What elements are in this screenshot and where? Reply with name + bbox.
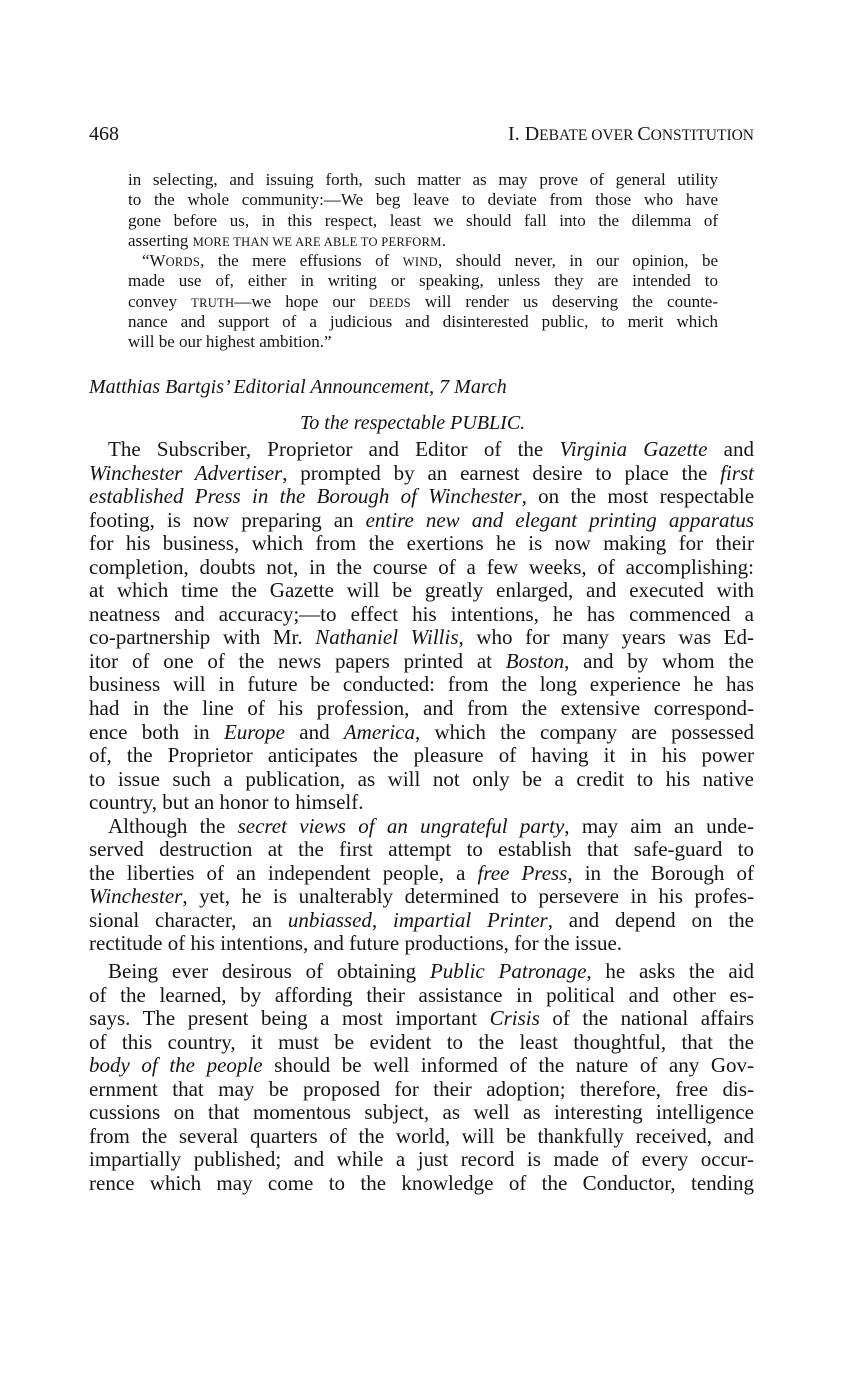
- body-text: , yet, he is unalterably determined to persevere in his profes-: [182, 884, 754, 909]
- italic-phrase: established Press in the Borough of Winchester: [89, 484, 522, 509]
- body-text: ernment that may be proposed for their adoption; therefore, free dis-: [89, 1076, 754, 1101]
- quote-text: “W: [142, 251, 166, 271]
- body-line: [89, 697, 754, 721]
- body-text: of, the Proprietor anticipates the pleasure of having it in his power: [89, 743, 754, 768]
- body-line: [89, 744, 754, 768]
- body-line: [89, 1078, 754, 1102]
- quote-text: , should never, in our opinion, be: [438, 251, 718, 271]
- body-text: country, but an honor to himself.: [89, 790, 364, 815]
- body-text: sional character, an: [89, 907, 288, 932]
- italic-phrase: Crisis: [489, 1006, 540, 1031]
- quote-line: [128, 292, 718, 312]
- body-line: [89, 721, 754, 745]
- body-text: Although the: [108, 813, 238, 838]
- body-line: [89, 1101, 754, 1125]
- body-line: [89, 1054, 754, 1078]
- body-text: of the national affairs: [539, 1006, 755, 1031]
- italic-phrase: unbiassed, impartial Printer: [287, 907, 548, 932]
- body-line: [89, 1125, 754, 1149]
- page-number: 468: [89, 123, 119, 145]
- quote-text: gone before us, in this respect, least we should fall into the dilemma of: [128, 210, 718, 230]
- body-text: business will in future be conducted: from the long experience he has: [89, 672, 754, 697]
- body-text: itor of one of the news papers printed at: [89, 648, 506, 673]
- body-line: [89, 1172, 754, 1196]
- body-line: [89, 815, 754, 839]
- body-line: [89, 1148, 754, 1172]
- body-line: [89, 909, 754, 933]
- quote-text: will be our highest ambition.”: [128, 332, 332, 352]
- quote-line: [128, 251, 718, 271]
- quote-text: , the mere effusions of: [200, 251, 403, 271]
- body-line: [89, 960, 754, 984]
- quote-text: made use of, either in writing or speaking, unless they are intended to: [128, 271, 718, 291]
- body-line: [89, 579, 754, 603]
- quote-smallcaps: ORDS: [165, 255, 201, 270]
- quote-line: [128, 231, 718, 251]
- italic-phrase: America: [343, 719, 415, 744]
- body-text: and: [284, 719, 344, 744]
- italic-phrase: Winchester: [89, 884, 183, 909]
- quote-line: [128, 332, 718, 352]
- body-text: , in the Borough of: [567, 860, 754, 885]
- body-text: , on the most respectable: [521, 484, 755, 509]
- body-line: [89, 768, 754, 792]
- body-line: [89, 932, 754, 956]
- quote-text: .: [441, 230, 446, 250]
- body-line: [89, 838, 754, 862]
- body-line: [89, 885, 754, 909]
- body-text: ence both in: [89, 719, 224, 744]
- quote-text: to the whole community:—We beg leave to deviate from those who have: [128, 190, 718, 210]
- running-head: [508, 123, 754, 146]
- body-text: impartially published; and while a just record is made of every occur-: [89, 1147, 754, 1172]
- body-line: [89, 556, 754, 580]
- quote-smallcaps: DEEDS: [369, 295, 411, 310]
- body-text: of the learned, by affording their assistance in political and other es-: [89, 982, 754, 1007]
- body-text: for his business, which from the exertions he is now making for their: [89, 531, 754, 556]
- quote-line: [128, 170, 718, 190]
- body-text: , who for many years was Ed-: [458, 625, 754, 650]
- body-text: co-partnership with Mr.: [89, 625, 316, 650]
- body-text: says. The present being a most important: [89, 1006, 490, 1031]
- body-line: [89, 650, 754, 674]
- body-line: [89, 509, 754, 533]
- body-text: Being ever desirous of obtaining: [108, 959, 430, 984]
- body-line: [89, 438, 754, 462]
- quoted-extract: [128, 170, 718, 353]
- quote-smallcaps: MORE THAN WE ARE ABLE TO PERFORM: [192, 234, 442, 249]
- quote-text: in selecting, and issuing forth, such matter as may prove of general utility: [128, 170, 718, 189]
- body-line: [89, 532, 754, 556]
- italic-phrase: Boston: [505, 648, 565, 673]
- quote-text: —we hope our: [234, 291, 370, 311]
- italic-phrase: body of the people: [89, 1053, 263, 1078]
- body-line: [89, 1031, 754, 1055]
- quote-smallcaps: WIND: [402, 255, 438, 270]
- body-text: rence which may come to the knowledge of the Conductor, tending: [89, 1170, 754, 1195]
- italic-phrase: secret views of an ungrateful party: [237, 813, 565, 838]
- italic-phrase: Winchester Advertiser: [89, 460, 283, 485]
- body-text: , he asks the aid: [586, 959, 755, 984]
- quote-text: convey: [128, 291, 192, 311]
- running-head-cap-c: C: [637, 123, 651, 145]
- body-text: at which time the Gazette will be greatly enlarged, and executed with: [89, 578, 754, 603]
- italic-phrase: Public Patronage: [429, 959, 587, 984]
- quote-text: asserting: [128, 230, 193, 250]
- salutation: To the respectable PUBLIC.: [300, 412, 526, 434]
- body-text: neatness and accuracy;—to effect his intentions, he has commenced a: [89, 601, 754, 626]
- body-line: [89, 626, 754, 650]
- body-text: rectitude of his intentions, and future productions, for the issue.: [89, 931, 623, 956]
- quote-text: nance and support of a judicious and disinterested public, to merit which: [128, 312, 718, 332]
- quote-line: [128, 211, 718, 231]
- body-text: footing, is now preparing an: [89, 507, 366, 532]
- body-text: the liberties of an independent people, a: [89, 860, 478, 885]
- quote-line: [128, 190, 718, 210]
- running-head-smallcaps-2: ONSTITUTION: [650, 127, 754, 144]
- body-text: served destruction at the first attempt to establish that safe-guard to: [89, 837, 754, 862]
- quote-line: [128, 312, 718, 332]
- body-line: [89, 673, 754, 697]
- body-text: to issue such a publication, as will not only be a credit to his native: [89, 766, 754, 791]
- italic-phrase: first: [720, 460, 754, 485]
- quote-text: will render us deserving the counte-: [410, 291, 719, 311]
- body-text: should be well informed of the nature of any Gov-: [262, 1053, 754, 1078]
- body-line: [89, 603, 754, 627]
- body-text: from the several quarters of the world, will be thankfully received, and: [89, 1123, 754, 1148]
- body-text: , may aim an unde-: [564, 813, 754, 838]
- body-text: cussions on that momentous subject, as well as interesting intelligence: [89, 1100, 754, 1125]
- quote-smallcaps: TRUTH: [191, 295, 235, 310]
- body-line: [89, 462, 754, 486]
- italic-phrase: Virginia Gazette: [559, 437, 708, 461]
- body-text: completion, doubts not, in the course of a few weeks, of accomplishing:: [89, 554, 754, 579]
- body-line: [89, 485, 754, 509]
- body-text: , and by whom the: [564, 648, 755, 673]
- italic-phrase: Europe: [223, 719, 285, 744]
- body-line: [89, 984, 754, 1008]
- body-line: [89, 862, 754, 886]
- body-text: and: [707, 437, 754, 461]
- announcement-body: [89, 438, 754, 1196]
- body-text: had in the line of his profession, and from the extensive correspond-: [89, 696, 754, 721]
- italic-phrase: free Press: [477, 860, 568, 885]
- body-text: , and depend on the: [547, 907, 754, 932]
- italic-phrase: Nathaniel Willis: [315, 625, 459, 650]
- body-text: , prompted by an earnest desire to place the: [282, 460, 721, 485]
- running-head-smallcaps-1: EBATE OVER: [539, 127, 638, 144]
- body-text: , which the company are possessed: [415, 719, 754, 744]
- body-line: [89, 791, 754, 815]
- body-line: [89, 1007, 754, 1031]
- body-text: of this country, it must be evident to the least thoughtful, that the: [89, 1029, 754, 1054]
- running-head-prefix: I. D: [508, 123, 540, 145]
- italic-phrase: entire new and elegant printing apparatus: [365, 507, 755, 532]
- section-heading: Matthias Bartgis’ Editorial Announcement, 7 March: [89, 376, 507, 398]
- quote-line: [128, 271, 718, 291]
- body-text: The Subscriber, Proprietor and Editor of the: [108, 437, 560, 461]
